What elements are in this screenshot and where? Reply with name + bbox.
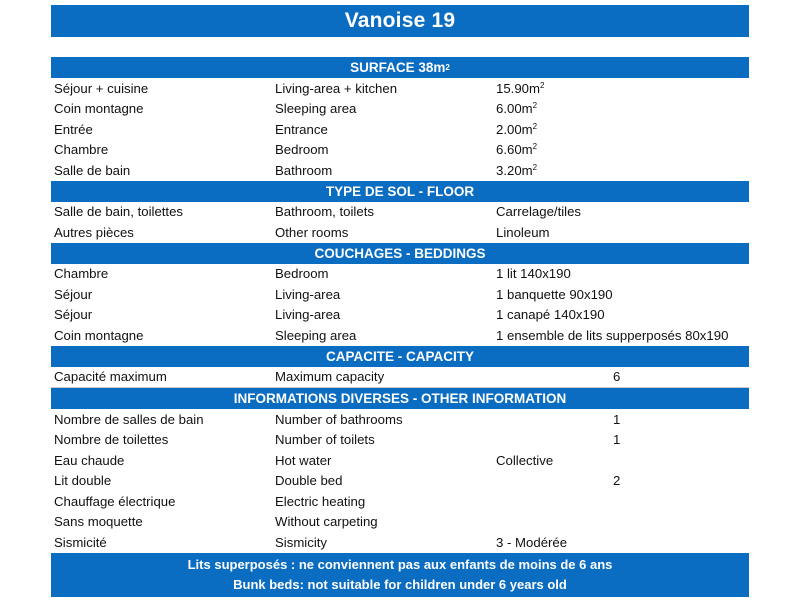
surface-header-text: SURFACE 38m [350, 60, 446, 75]
value-text: 3.20m [496, 162, 533, 178]
label-en: Bathroom, toilets [275, 204, 374, 220]
label-fr: Chauffage électrique [54, 493, 176, 509]
label-fr: Sans moquette [54, 514, 143, 530]
value [493, 142, 749, 157]
value [493, 101, 749, 116]
label-en: Living-area [275, 286, 341, 302]
label-en: Without carpeting [275, 514, 378, 530]
value: 2 [613, 473, 621, 489]
label-en: Bedroom [275, 266, 329, 282]
label-en: Living-area [275, 307, 341, 323]
label-fr: Entrée [54, 121, 93, 137]
table-row [51, 140, 749, 161]
label-fr: Séjour [54, 307, 93, 323]
value: Carrelage/tiles [496, 204, 582, 220]
table-row [51, 305, 749, 326]
label-en: Double bed [275, 473, 343, 489]
value [493, 81, 749, 96]
label-fr: Sismicité [54, 534, 107, 550]
value: 1 [613, 432, 621, 448]
label-fr: Salle de bain, toilettes [54, 204, 184, 220]
value-sup: 2 [532, 101, 538, 111]
label-en: Electric heating [275, 493, 366, 509]
table-row [51, 325, 749, 346]
bunk-bed-warning [51, 553, 749, 597]
label-en: Hot water [275, 452, 332, 468]
warning-line-fr: Lits superposés : ne conviennent pas aux enfants de moins de 6 ans [187, 556, 613, 572]
table-row [51, 284, 749, 305]
table-row [51, 99, 749, 120]
value-sup: 2 [540, 80, 545, 90]
label-en: Entrance [275, 121, 328, 137]
value: 1 [613, 411, 621, 427]
label-fr: Autres pièces [54, 224, 134, 240]
section-header-capacity: CAPACITE - CAPACITY [51, 346, 749, 367]
label-fr: Nombre de toilettes [54, 432, 169, 448]
section-header-surface: SURFACE 38m 2 [51, 57, 749, 78]
value [493, 163, 749, 178]
table-row [51, 471, 749, 492]
label-fr: Chambre [54, 266, 109, 282]
label-en: Sismicity [275, 534, 328, 550]
label-en: Sleeping area [275, 101, 357, 117]
label-fr: Nombre de salles de bain [54, 411, 204, 427]
table-row [51, 409, 749, 430]
label-en: Bathroom [275, 162, 333, 178]
section-header-info: INFORMATIONS DIVERSES - OTHER INFORMATION [51, 388, 749, 409]
value: Linoleum [496, 224, 550, 240]
table-row [51, 264, 749, 285]
info-sheet [51, 5, 749, 597]
table-row [51, 512, 749, 533]
section-header-floor: TYPE DE SOL - FLOOR [51, 181, 749, 202]
table-row [51, 222, 749, 243]
value: 1 ensemble de lits supperposés 80x190 [496, 327, 729, 343]
label-en: Other rooms [275, 224, 349, 240]
label-en: Number of toilets [275, 432, 375, 448]
value-sup: 2 [532, 121, 538, 131]
value [493, 122, 749, 137]
label-fr: Séjour + cuisine [54, 80, 149, 96]
table-row [51, 78, 749, 99]
table-row [51, 491, 749, 512]
label-en: Number of bathrooms [275, 411, 403, 427]
value: 1 canapé 140x190 [496, 307, 605, 323]
label-fr: Lit double [54, 473, 112, 489]
table-row [51, 450, 749, 471]
value-text: 15.90m [496, 80, 540, 96]
label-fr: Eau chaude [54, 452, 125, 468]
table-row [51, 119, 749, 140]
label-fr: Salle de bain [54, 162, 131, 178]
value-text: 6.00m [496, 101, 533, 117]
table-row [51, 202, 749, 223]
label-en: Maximum capacity [275, 369, 385, 385]
value-text: 2.00m [496, 121, 533, 137]
value-sup: 2 [532, 142, 538, 152]
value: 1 lit 140x190 [496, 266, 571, 282]
label-en: Living-area + kitchen [275, 80, 398, 96]
value: 1 banquette 90x190 [496, 286, 613, 302]
table-row [51, 430, 749, 451]
value-sup: 2 [532, 162, 538, 172]
table-row [51, 160, 749, 181]
section-header-beddings: COUCHAGES - BEDDINGS [51, 243, 749, 264]
label-en: Bedroom [275, 142, 329, 158]
label-fr: Coin montagne [54, 327, 144, 343]
table-row [51, 367, 749, 389]
page-title: Vanoise 19 [51, 5, 749, 37]
table-row [51, 532, 749, 553]
label-fr: Séjour [54, 286, 93, 302]
label-fr: Capacité maximum [54, 369, 167, 385]
label-fr: Coin montagne [54, 101, 144, 117]
value-text: 6.60m [496, 142, 533, 158]
spacer [51, 37, 749, 57]
label-en: Sleeping area [275, 327, 357, 343]
warning-line-en: Bunk beds: not suitable for children under 6 years old [233, 576, 567, 592]
label-fr: Chambre [54, 142, 109, 158]
value: 3 - Modérée [496, 534, 568, 550]
value: 6 [613, 369, 621, 385]
value: Collective [496, 452, 554, 468]
